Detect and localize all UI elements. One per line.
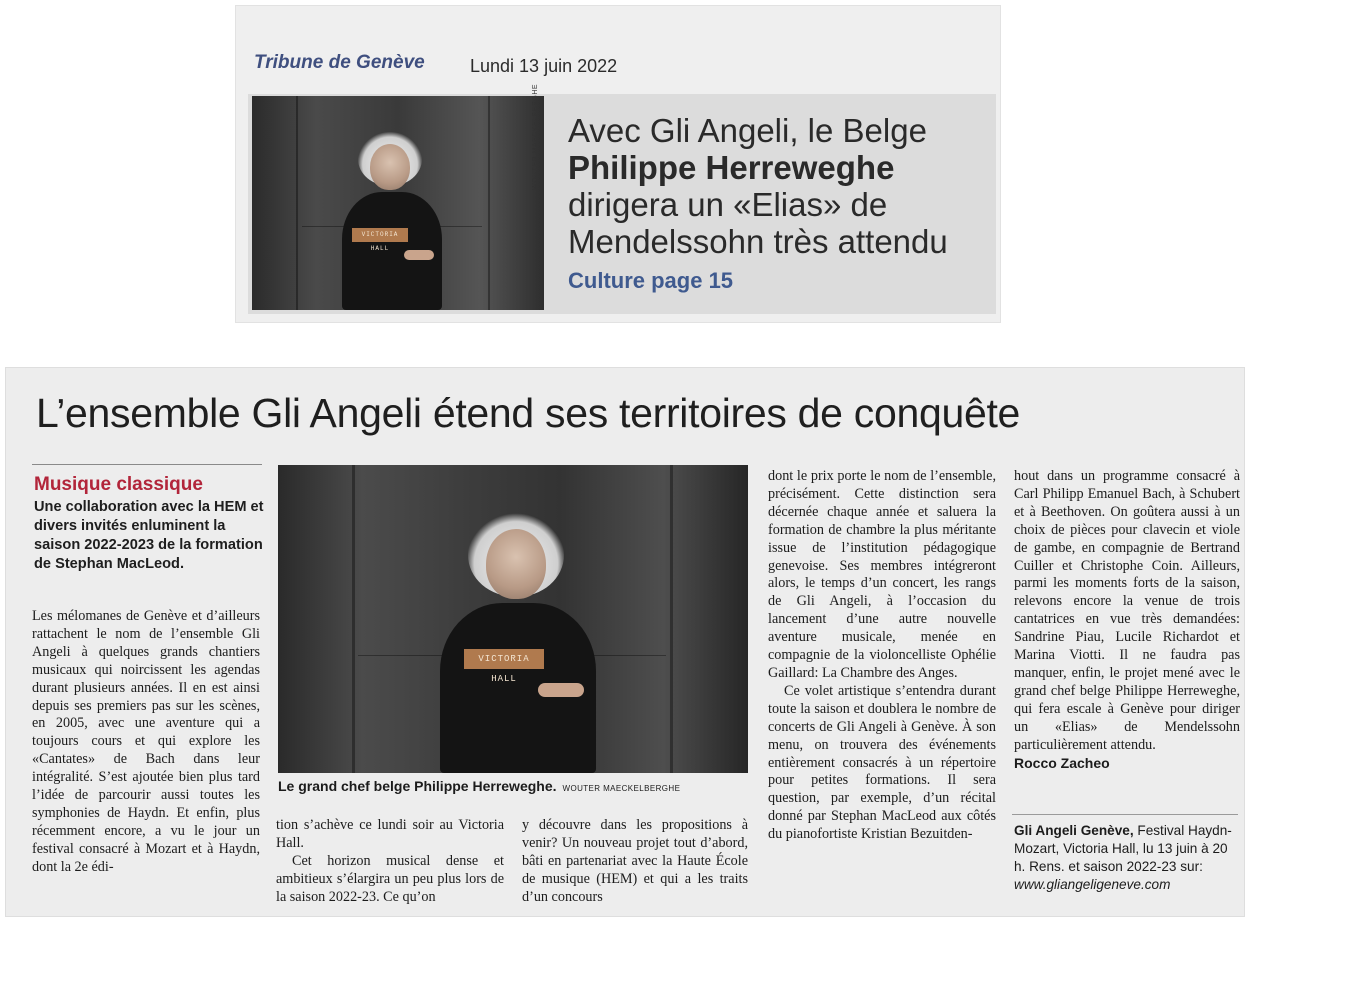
article-lead: Une collaboration avec la HEM et divers invités enluminent la saison 2022-2023 de la formation de Stephan MacLeod. [34, 499, 264, 572]
info-rule [1012, 814, 1238, 815]
teaser-sign: VICTORIA HALL [352, 228, 408, 242]
front-page-teaser [236, 6, 1000, 322]
teaser-panel [248, 83, 996, 314]
conductor-figure [332, 132, 452, 310]
teaser-headline-line-2: Philippe Herreweghe [568, 149, 895, 186]
article-column-5 [1014, 468, 1240, 772]
paragraph: dont le prix porte le nom de l’ensemble, précisément. Cette distinction sera décernée chaque année et saluera la formation de chambre la plus méritante issue de l’institution pédagogique genevoise. Ses membres intégreront alors, le temps d’un concert, les rangs de Gli Angeli, à l’occasion du lancement d’une autre nouvelle aventure musicale, menée en compagnie de la violoncelliste Ophélie Gaillard: La Chambre des Anges. [768, 468, 996, 681]
kicker-rule [32, 464, 262, 465]
issue-date: Lundi 13 juin 2022 [470, 56, 618, 76]
paragraph: hout dans un programme consacré à Carl Philipp Emanuel Bach, à Schubert et à Beethoven. On goûtera aussi à un choix de pièces pour clavecin et viole de gambe, en compagnie de Bertrand Cuiller et Christophe Coin. Ailleurs, parmi les moments forts de la saison, relevons encore la venue de trois cantatrices en vue très demandées: Sandrine Piau, Lucile Richardot et Marina Viotti. Il ne faudra pas manquer, enfin, le projet mené avec le grand chef belge Philippe Herreweghe, qui fera escale à Genève pour diriger un «Elias» de Mendelssohn particulièrement attendu. [1014, 468, 1240, 753]
caption-text: Le grand chef belge Philippe Herreweghe. [278, 778, 557, 794]
article-column-1 [32, 608, 260, 877]
teaser-headline [568, 112, 998, 260]
article-column-2 [276, 817, 504, 907]
event-info-box [1014, 822, 1234, 894]
page-reference: Culture page 15 [568, 268, 734, 293]
paragraph: Ce volet artistique s’entendra durant toute la saison et doublera le nombre de concerts de Gli Angeli à Genève. À son menu, on trouvera des événements entièrement consacrés à un répertoire pour petites formations. Il sera question, par exemple, d’un récital donné par Stephan MacLeod aux côtés du pianofortiste Kristian Bezuitden- [768, 682, 996, 843]
paragraph: tion s’achève ce lundi soir au Victoria Hall. [276, 817, 504, 851]
teaser-headline-line-3: dirigera un «Elias» de [568, 186, 888, 223]
author-byline: Rocco Zacheo [1014, 754, 1110, 771]
paragraph: y découvre dans les propositions à venir? Un nouveau projet tout d’abord, bâti en partenariat avec la Haute École de musique (HEM) et qui a les traits d’un concours [522, 817, 748, 905]
paragraph: Les mélomanes de Genève et d’ailleurs rattachent le nom de l’ensemble Gli Angeli à quelques grands chantiers musicaux qui noircissent les agendas durant plusieurs années. Il en est ainsi depuis ses premiers pas sur les scènes, en 2005, avec une aventure qui a toujours cours et qui explore les «Cantates» de Bach dans leur intégralité. S’est ajoutée bien plus tard l’idée de parcourir aussi toutes les symphonies de Haydn. Et enfin, plus récemment encore, a vu le jour un festival consacré à Mozart et à Haydn, dont la 2e édi- [32, 608, 260, 875]
info-details: Festival Haydn-Mozart, Victoria Hall, lu 13 juin à 20 h. Rens. et saison 2022-23 sur: [1014, 823, 1232, 874]
teaser-headline-line-4: Mendelssohn très attendu [568, 223, 948, 260]
newspaper-masthead: Tribune de Genève [254, 52, 425, 73]
article-photo [278, 465, 748, 773]
info-venue-name: Gli Angeli Genève, [1014, 823, 1134, 838]
article-headline: L’ensemble Gli Angeli étend ses territoires de conquête [36, 390, 1021, 436]
teaser-headline-line-1: Avec Gli Angeli, le Belge [568, 112, 927, 149]
teaser-photo [252, 96, 544, 310]
teaser-photo-credit: WOUTER MAECKELBERGHE [532, 83, 539, 190]
caption-credit: WOUTER MAECKELBERGHE [562, 784, 681, 793]
conductor-figure [428, 513, 608, 773]
photo-sign: VICTORIA HALL [464, 649, 544, 669]
section-kicker: Musique classique [34, 474, 203, 495]
paragraph: Cet horizon musical dense et ambitieux s’élargira un peu plus lors de la saison 2022-23. Ce qu’on [276, 852, 504, 905]
info-website-link[interactable]: www.gliangeligeneve.com [1014, 877, 1171, 892]
photo-caption [278, 778, 748, 794]
article-column-4 [768, 468, 996, 844]
article-column-3 [522, 817, 748, 907]
article-clipping [6, 368, 1244, 916]
